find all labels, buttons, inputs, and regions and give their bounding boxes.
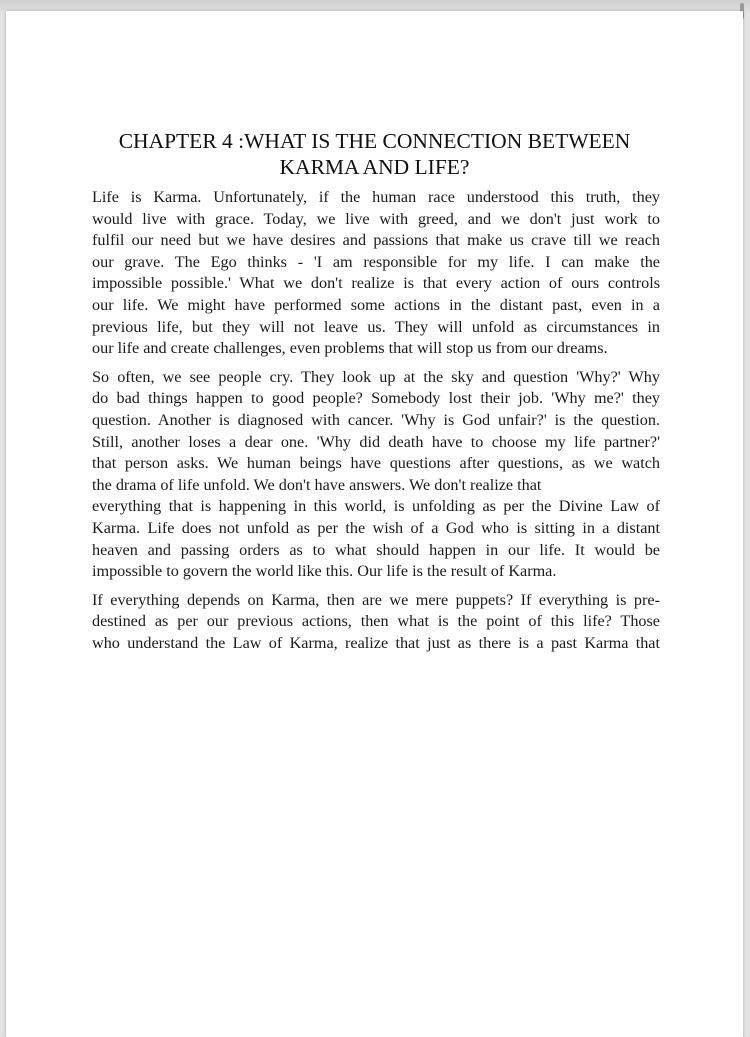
text-line: that person asks. We human beings have questions after questions, as we watch — [92, 454, 660, 473]
text-line: Karma. Life does not unfold as per the wish of a God who is sitting in a distant — [92, 518, 660, 537]
text-line: our life and create challenges, even problems that will stop us from our dreams. — [92, 339, 608, 358]
text-line: If everything depends on Karma, then are we mere puppets? If everything is pre- — [92, 590, 660, 609]
text-line: fulfil our need but we have desires and passions that make us crave till we reach — [92, 231, 660, 250]
text-line: Life is Karma. Unfortunately, if the human race understood this truth, they — [92, 188, 660, 206]
text-line: who understand the Law of Karma, realize that just as there is a past Karma that — [92, 633, 660, 652]
text-line: So often, we see people cry. They look up at the sky and question 'Why?' Why — [92, 367, 660, 386]
text-line: impossible to govern the world like this. Our life is the result of Karma. — [92, 562, 557, 581]
text-line: destined as per our previous actions, then what is the point of this life? Those — [92, 612, 660, 631]
text-line: previous life, but they will not leave us. They will unfold as circumstances in — [92, 317, 660, 336]
chapter-body — [92, 187, 660, 661]
text-line: the drama of life unfold. We don't have answers. We don't realize that — [92, 475, 542, 494]
chapter-title — [6, 128, 743, 180]
text-line: our grave. The Ego thinks - 'I am responsible for my life. I can make the — [92, 252, 660, 271]
text-line: Still, another loses a dear one. 'Why did death have to choose my life partner?' — [92, 432, 660, 451]
text-line: would live with grace. Today, we live with greed, and we don't just work to — [92, 209, 660, 228]
text-line: impossible possible.' What we don't realize is that every action of ours controls — [92, 274, 660, 293]
text-line: our life. We might have performed some actions in the distant past, even in a — [92, 295, 660, 314]
text-line: everything that is happening in this world, is unfolding as per the Divine Law of — [92, 497, 660, 516]
document-page — [6, 11, 743, 1037]
chapter-title-line: KARMA AND LIFE? — [279, 155, 470, 179]
paragraph — [92, 590, 660, 655]
text-line: question. Another is diagnosed with cancer. 'Why is God unfair?' is the question. — [92, 410, 660, 429]
chapter-title-line: CHAPTER 4 :WHAT IS THE CONNECTION BETWEEN — [118, 129, 631, 153]
text-line: heaven and passing orders as to what should happen in our life. It would be — [92, 540, 660, 559]
paragraph — [92, 367, 660, 583]
paragraph — [92, 187, 660, 360]
text-line: do bad things happen to good people? Somebody lost their job. 'Why me?' they — [92, 389, 660, 408]
